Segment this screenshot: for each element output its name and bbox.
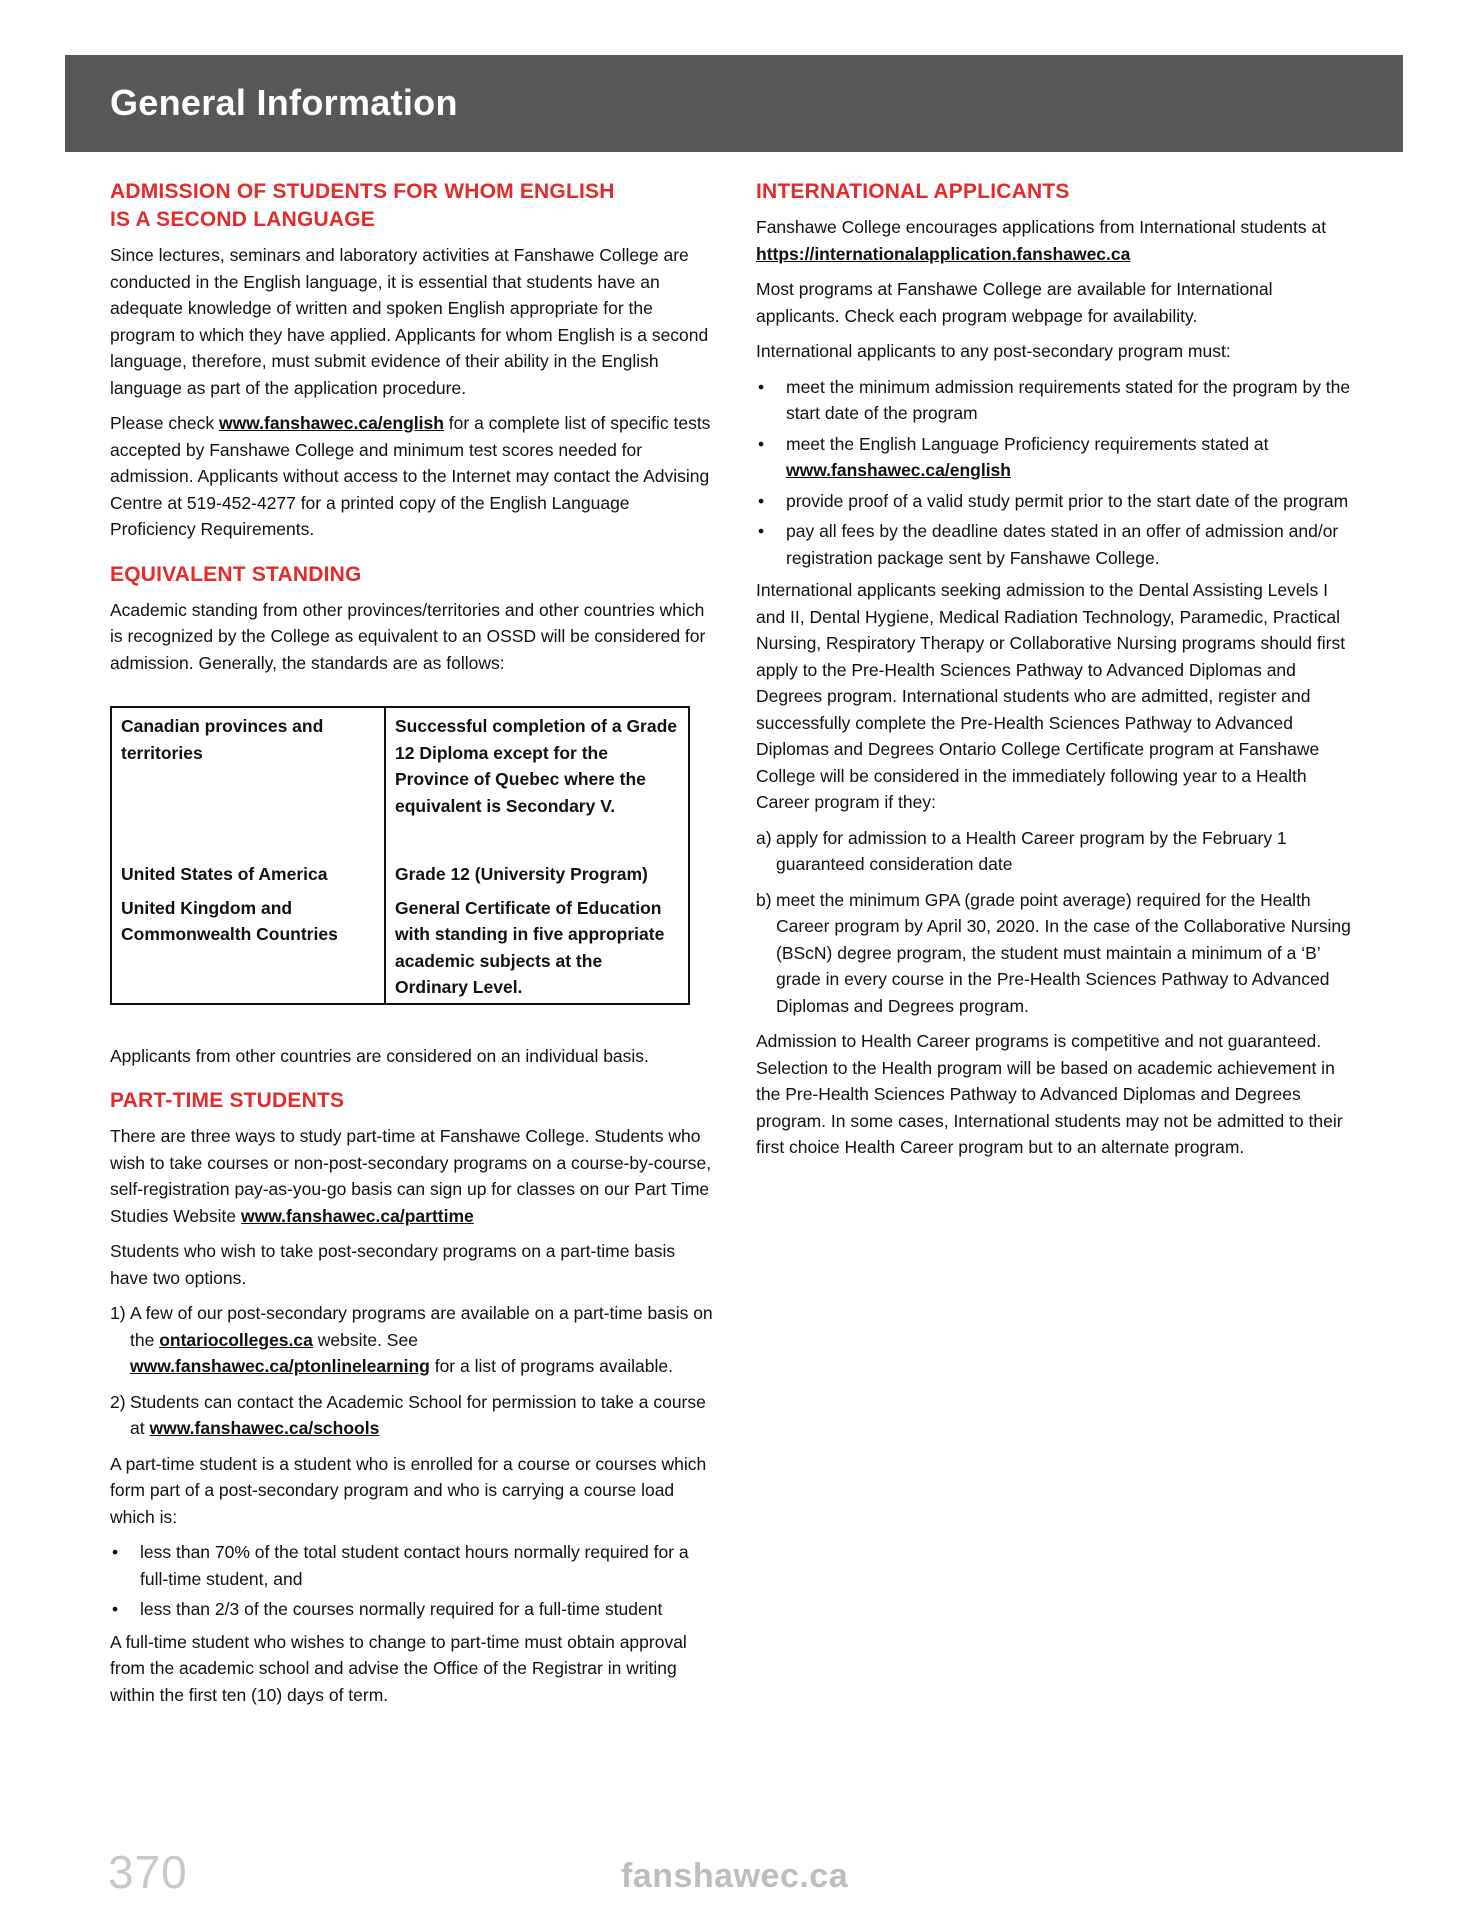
bullet-icon: • [758,521,765,541]
table-cell-standard: General Certificate of Education with standing in five appropriate academic subjects at the Ordinary Level. [395,897,665,997]
table-cell-region: United Kingdom and Commonwealth Countries [111,890,385,1004]
esl-section [110,178,715,543]
esl-paragraph-2: Please check www.fanshawec.ca/english for a complete list of specific tests accepted by Fanshawe College and minimum test scores needed for admission. Applicants without access to the Internet may contact the Advising Centre at 519-452-4277 for a printed copy of the English Language Proficiency Requirements. [110,413,711,539]
english-link-2[interactable]: www.fanshawec.ca/english [786,460,1011,480]
esl-paragraph-1: Since lectures, seminars and laboratory activities at Fanshawe College are conducted in the English language, it is essential that students have an adequate knowledge of written and spoken English appropriate for the program to which they have applied. Applicants for whom English is a second language, therefore, must submit evidence of their ability in the English language as part of the application procedure. [110,245,709,398]
part-time-paragraph-4: A full-time student who wishes to change to part-time must obtain approval from the academic school and advise the Office of the Registrar in writing within the first ten (10) days of term. [110,1631,687,1705]
list-item: b) meet the minimum GPA (grade point average) required for the Health Career program by April 30, 2020. In the case of the Collaborative Nursing (BScN) degree program, the student must maintain a minimum of a ‘B’ grade in every course in the Pre-Health Sciences Pathway to Advanced Diplomas and Degrees program. [756,889,1351,1016]
bullet-icon: • [112,1599,119,1619]
list-item: • less than 2/3 of the courses normally required for a full-time student [110,1596,715,1623]
international-section [756,178,1361,1161]
part-time-section [110,1087,715,1708]
list-item: • provide proof of a valid study permit prior to the start date of the program [756,488,1361,515]
list-item: • pay all fees by the deadline dates stated in an offer of admission and/or registration package sent by Fanshawe College. [756,518,1361,571]
bullet-icon: • [112,1542,119,1562]
equivalent-standing-note: Applicants from other countries are considered on an individual basis. [110,1045,649,1066]
list-item: • less than 70% of the total student contact hours normally required for a full-time student, and [110,1539,715,1592]
table-cell-standard: Successful completion of a Grade 12 Diploma except for the Province of Quebec where the equivalent is Secondary V. [395,716,678,816]
international-paragraph-2: Most programs at Fanshawe College are available for International applicants. Check each program webpage for availability. [756,279,1273,326]
bullet-icon: • [758,490,765,511]
equivalent-standing-section [110,561,715,1070]
header-banner [65,55,1403,152]
part-time-options [110,1300,715,1442]
bullet-icon: • [758,376,765,397]
list-item: • meet the English Language Proficiency requirements stated at www.fanshawec.ca/english [756,431,1361,484]
list-item: 2) Students can contact the Academic School for permission to take a course at www.fanshawec.ca/schools [110,1391,706,1438]
international-paragraph-4: International applicants seeking admission to the Dental Assisting Levels I and II, Dental Hygiene, Medical Radiation Technology, Paramedic, Practical Nursing, Respiratory Therapy or Collaborative Nursing programs should first apply to the Pre-Health Sciences Pathway to Advanced Diplomas and Degrees program. International students who are admitted, register and successfully complete the Pre-Health Sciences Pathway to Advanced Diplomas and Degrees Ontario College Certificate program at Fanshawe College will be considered in the immediately following year to a Health Career program if they: [756,580,1346,812]
table-cell-standard: Grade 12 (University Program) [395,864,648,884]
table-row [111,890,689,1004]
page-title: General Information [110,82,458,123]
table-row [111,856,689,890]
list-item: • meet the minimum admission requirements stated for the program by the start date of the program [756,374,1361,427]
international-application-link[interactable]: https://internationalapplication.fanshawec.ca [756,243,1131,264]
international-requirements-list [756,374,1361,572]
course-load-list [110,1539,715,1623]
equivalent-standing-heading: EQUIVALENT STANDING [110,562,362,586]
equivalent-standing-table [110,706,690,1005]
ontariocolleges-link[interactable]: ontariocolleges.ca [159,1329,313,1350]
right-column [756,178,1361,1170]
page-number: 370 [108,1846,188,1898]
table-cell-region: Canadian provinces and territories [111,707,385,856]
part-time-paragraph-2: Students who wish to take post-secondary programs on a part-time basis have two options. [110,1241,676,1288]
part-time-paragraph-3: A part-time student is a student who is enrolled for a course or courses which form part of a post-secondary program and who is carrying a course load which is: [110,1453,707,1527]
list-item: 1) A few of our post-secondary programs are available on a part-time basis on the ontariocolleges.ca website. See www.fanshawec.ca/ptonlinelearning for a list of programs available. [110,1303,713,1376]
bullet-icon: • [758,433,765,454]
parttime-link[interactable]: www.fanshawec.ca/parttime [241,1205,474,1226]
ptonlinelearning-link[interactable]: www.fanshawec.ca/ptonlinelearning [130,1356,430,1376]
part-time-paragraph-1: There are three ways to study part-time at Fanshawe College. Students who wish to take courses or non-post-secondary programs on a course-by-course, self-registration pay-as-you-go basis can sign up for classes on our Part Time Studies Website www.fanshawec.ca/parttime [110,1126,712,1226]
health-career-conditions [756,825,1361,1020]
left-column [110,178,715,1717]
international-paragraph-1: Fanshawe College encourages applications from International students at https://internationalapplication.fanshawec.ca [756,217,1327,264]
list-item: a) apply for admission to a Health Career program by the February 1 guaranteed consideration date [756,827,1287,874]
table-cell-region: United States of America [111,856,385,890]
esl-heading: ADMISSION OF STUDENTS FOR WHOM ENGLISH IS A SECOND LANGUAGE [110,180,615,231]
equivalent-standing-paragraph: Academic standing from other provinces/territories and other countries which is recognized by the College as equivalent to an OSSD will be considered for admission. Generally, the standards are as follows: [110,599,706,673]
table-row [111,707,689,856]
footer-site: fanshawec.ca [621,1857,849,1895]
part-time-heading: PART-TIME STUDENTS [110,1089,345,1112]
international-paragraph-3: International applicants to any post-secondary program must: [756,341,1231,361]
international-heading: INTERNATIONAL APPLICANTS [756,180,1070,203]
english-link[interactable]: www.fanshawec.ca/english [218,413,444,433]
international-paragraph-5: Admission to Health Career programs is competitive and not guaranteed. Selection to the Health program will be based on academic achievement in the Pre-Health Sciences Pathway to Advanced Diplomas and Degrees program. In some cases, International students may not be admitted to their first choice Health Career program but to an alternate program. [756,1031,1343,1157]
schools-link[interactable]: www.fanshawec.ca/schools [149,1418,380,1438]
